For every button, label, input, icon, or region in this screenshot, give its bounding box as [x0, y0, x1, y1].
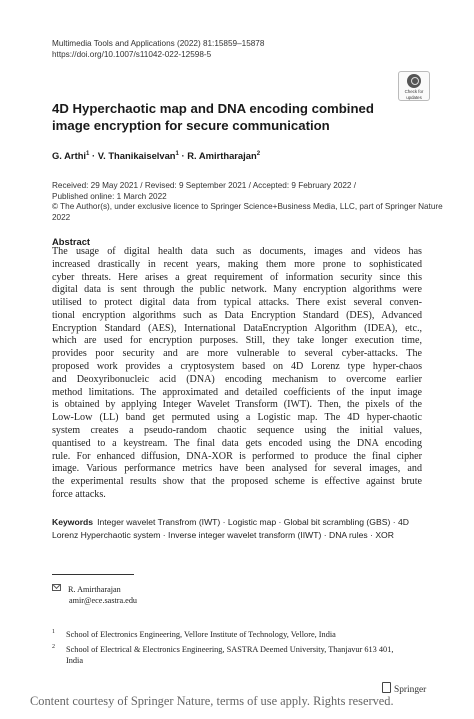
affiliation-number: 1	[52, 629, 55, 635]
abstract-line: increased drastically in recent years, making them more prone to sophisticated	[52, 258, 422, 270]
keywords-text-1: Integer wavelet Transfrom (IWT) · Logistic map · Global bit scrambling (GBS) · 4D	[97, 517, 409, 527]
abstract-body	[52, 246, 422, 502]
abstract-line: proposed work provides a cryptosystem based on 4D Lorenz type hyper-chaos	[52, 361, 422, 373]
author-separator: ·	[89, 150, 98, 161]
paper-title-line-2: image encryption for secure communication	[52, 118, 330, 133]
author-list	[52, 150, 260, 161]
abstract-heading: Abstract	[52, 236, 91, 247]
abstract-line: and Deoxyribonucleic acid (DNA) encoding mechanism to overcome earlier	[52, 373, 422, 385]
author-name[interactable]: V. Thanikaiselvan	[97, 150, 176, 161]
affiliation-1	[52, 630, 432, 641]
check-for-updates-label-1: Check for	[404, 89, 424, 94]
paper-title-line-1: 4D Hyperchaotic map and DNA encoding combined	[52, 101, 374, 116]
abstract-line: cyber threats. Here arises a great requirement of information security since this	[52, 271, 422, 283]
publisher-name: Springer	[394, 685, 427, 695]
corresponding-author-email[interactable]: amir@ece.sastra.edu	[69, 596, 138, 605]
author-affiliation-mark: 1	[86, 150, 90, 157]
author-affiliation-mark: 2	[256, 150, 261, 157]
journal-header	[52, 38, 264, 60]
keywords-line-1	[52, 516, 422, 529]
courtesy-watermark: Content courtesy of Springer Nature, terms of use apply. Rights reserved.	[30, 694, 394, 708]
affiliation-text-cont: India	[66, 655, 84, 665]
affiliation-text: School of Electronics Engineering, Vellore Institute of Technology, Vellore, India	[66, 630, 336, 639]
affiliation-text: School of Electrical & Electronics Engineering, SASTRA Deemed University, Thanjavur 613 401,	[66, 645, 394, 654]
abstract-line: method limitations. The approximated and detailed coefficients of the input image	[52, 386, 422, 398]
abstract-line: quantised to a keystream. The final data gets encoded using the DNA encoding	[52, 437, 422, 449]
check-for-updates-icon	[407, 74, 421, 88]
abstract-line: the experimental results show that the proposed scheme is effective against brute	[52, 476, 422, 488]
author-separator: ·	[178, 150, 188, 161]
abstract-line: utilised to protect digital data from typical attacks. There exist several conven-	[52, 297, 422, 309]
abstract-line: image. Various performance metrics have been analysed for several images, and	[52, 463, 422, 475]
doi-link[interactable]: https://doi.org/10.1007/s11042-022-12598-5	[52, 50, 212, 59]
corresponding-author	[52, 584, 137, 606]
footnote-divider	[52, 574, 134, 575]
abstract-line: which are used for encryption purposes. Still, they take longer execution time,	[52, 335, 422, 347]
corresponding-author-name: R. Amirtharajan	[68, 585, 121, 594]
abstract-line: Low-Low (LL) band get permuted using a Logistic map. The 4D hyper-chaotic	[52, 412, 422, 424]
abstract-line: The usage of digital health data such as documents, images and videos has	[52, 246, 422, 257]
author-affiliation-mark: 1	[175, 150, 179, 157]
springer-logo-icon	[382, 682, 391, 693]
abstract-line: provides poor security and are more vulnerable to several cyber-attacks. The	[52, 348, 422, 360]
abstract-line: system creates a pseudo-random chaotic sequence using the initial values,	[52, 424, 422, 436]
check-for-updates-badge[interactable]	[398, 71, 430, 101]
affiliation-number: 2	[52, 644, 55, 650]
abstract-line: is obtained by applying Integer Wavelet Transform (IWT). Then, the pixels of the	[52, 399, 422, 411]
abstract-line: tional encryption algorithms such as Data Encryption Standard (DES), Advanced	[52, 309, 422, 321]
abstract-line: force attacks.	[52, 488, 106, 500]
dates-line-1: Received: 29 May 2021 / Revised: 9 September 2021 / Accepted: 9 February 2022 /	[52, 181, 357, 190]
keywords-heading: Keywords	[52, 517, 94, 527]
author-name[interactable]: G. Arthi	[52, 150, 87, 161]
dates-line-2: Published online: 1 March 2022	[52, 191, 167, 201]
copyright-line: © The Author(s), under exclusive licence to Springer Science+Business Media, LLC, part of Springer Nature 2022	[52, 202, 443, 222]
check-for-updates-label-2: updates	[406, 95, 422, 100]
journal-citation: Multimedia Tools and Applications (2022) 81:15859–15878	[52, 39, 265, 48]
keywords-text-2: Lorenz Hyperchaotic system · Inverse integer wavelet transform (IIWT) · DNA rules · XOR	[52, 530, 394, 540]
abstract-line: digital data is sent through the public network. Many encryption algorithms were	[52, 284, 422, 296]
affiliation-2	[52, 645, 432, 666]
publication-dates	[52, 181, 452, 223]
envelope-icon	[52, 584, 61, 591]
author-name[interactable]: R. Amirtharajan	[187, 150, 257, 161]
keywords-section	[52, 516, 422, 542]
paper-title	[52, 100, 382, 134]
abstract-line: Encryption Standard (AES), International DataEncryption Algorithm (IDEA), etc.,	[52, 322, 422, 334]
abstract-line: rule. For enhanced diffusion, DNA-XOR is performed to produce the final cipher	[52, 450, 422, 462]
